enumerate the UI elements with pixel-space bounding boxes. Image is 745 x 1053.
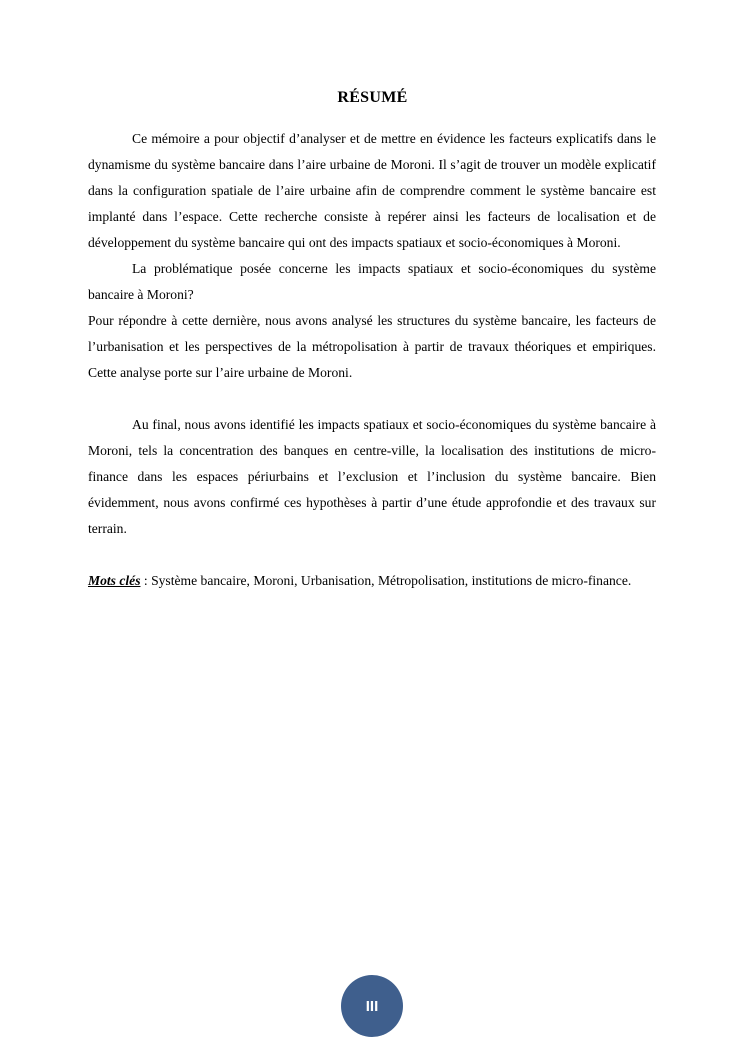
paragraph-spacer bbox=[88, 542, 656, 568]
page-number-badge: III bbox=[341, 975, 403, 1037]
keywords-line bbox=[88, 568, 656, 594]
abstract-paragraph-1: Ce mémoire a pour objectif d’analyser et de mettre en évidence les facteurs explicatifs dans le dynamisme du système bancaire dans l’aire urbaine de Moroni. Il s’agit de trouver un modèle explicatif dans la configuration spatiale de l’aire urbaine afin de comprendre comment le système bancaire est implanté dans l’espace. Cette recherche consiste à repérer ainsi les facteurs de localisation et de développement du système bancaire qui ont des impacts spatiaux et socio-économiques à Moroni. bbox=[88, 131, 656, 250]
keywords-separator: : bbox=[140, 573, 152, 588]
abstract-paragraph-2: La problématique posée concerne les impacts spatiaux et socio-économiques du système bancaire à Moroni? bbox=[88, 261, 656, 302]
abstract-body bbox=[88, 126, 656, 594]
keywords-text: Système bancaire, Moroni, Urbanisation, Métropolisation, institutions de micro-finance. bbox=[151, 573, 632, 588]
paragraph-spacer bbox=[88, 386, 656, 412]
keywords-label: Mots clés bbox=[88, 573, 141, 588]
page-title: RÉSUMÉ bbox=[337, 89, 408, 106]
abstract-paragraph-3: Pour répondre à cette dernière, nous avons analysé les structures du système bancaire, les facteurs de l’urbanisation et les perspectives de la métropolisation à partir de travaux théoriques et empiriques. Cette analyse porte sur l’aire urbaine de Moroni. bbox=[88, 313, 656, 380]
abstract-paragraph-4: Au final, nous avons identifié les impacts spatiaux et socio-économiques du système bancaire à Moroni, tels la concentration des banques en centre-ville, la localisation des institutions de micro-finance dans les espaces périurbains et l’exclusion et l’inclusion du système bancaire. Bien évidemment, nous avons confirmé ces hypothèses à partir d’une étude approfondie et des travaux sur terrain. bbox=[88, 417, 656, 536]
